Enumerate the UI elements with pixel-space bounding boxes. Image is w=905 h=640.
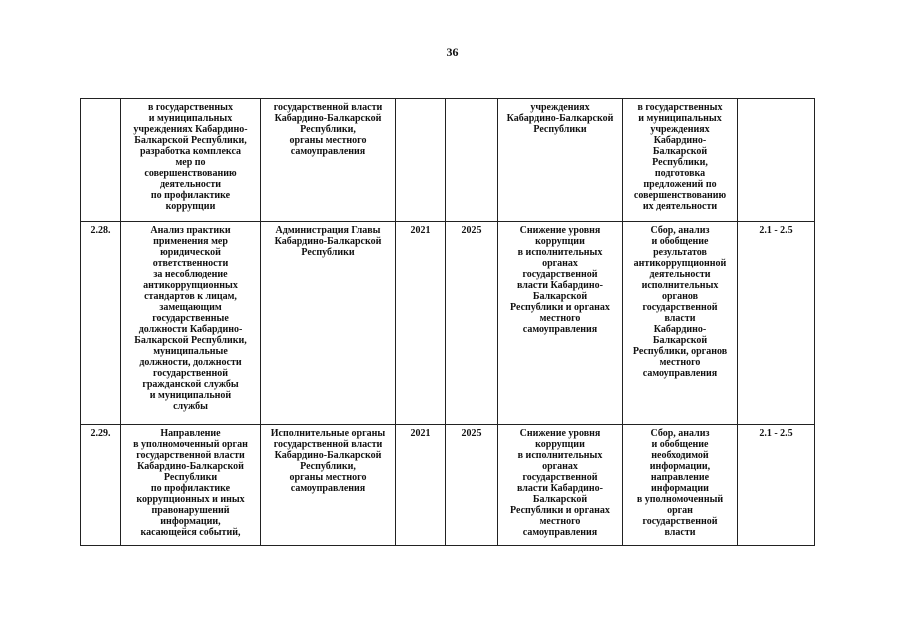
cell-number bbox=[81, 99, 121, 222]
cell-result: Снижение уровня коррупции в исполнительных органах государственной власти Кабардино- Балкарской Республики и органах местного самоуправления bbox=[498, 425, 623, 546]
cell-link bbox=[738, 99, 815, 222]
cell-link: 2.1 - 2.5 bbox=[738, 222, 815, 425]
cell-measure: Направление в уполномоченный орган государственной власти Кабардино-Балкарской Республики по профилактике коррупционных и иных правонарушений информации, касающейся событий, bbox=[121, 425, 261, 546]
cell-start-year bbox=[396, 99, 446, 222]
cell-end-year: 2025 bbox=[446, 222, 498, 425]
cell-number: 2.28. bbox=[81, 222, 121, 425]
cell-control: Сбор, анализ и обобщение результатов антикоррупционной деятельности исполнительных органов государственной власти Кабардино- Балкарской Республики, органов местного самоуправления bbox=[623, 222, 738, 425]
cell-result: учреждениях Кабардино-Балкарской Республики bbox=[498, 99, 623, 222]
cell-measure: Анализ практики применения мер юридической ответственности за несоблюдение антикоррупционных стандартов к лицам, замещающим государственные должности Кабардино- Балкарской Республики, муниципальные должности, должности государственной гражданской службы и муниципальной службы bbox=[121, 222, 261, 425]
cell-link: 2.1 - 2.5 bbox=[738, 425, 815, 546]
cell-number: 2.29. bbox=[81, 425, 121, 546]
cell-executor: Исполнительные органы государственной власти Кабардино-Балкарской Республики, органы местного самоуправления bbox=[261, 425, 396, 546]
cell-control: в государственных и муниципальных учреждениях Кабардино- Балкарской Республики, подготовка предложений по совершенствованию их деятельности bbox=[623, 99, 738, 222]
cell-end-year bbox=[446, 99, 498, 222]
table-row bbox=[81, 222, 815, 425]
measures-table bbox=[80, 98, 815, 546]
cell-control: Сбор, анализ и обобщение необходимой информации, направление информации в уполномоченный орган государственной власти bbox=[623, 425, 738, 546]
cell-start-year: 2021 bbox=[396, 425, 446, 546]
cell-executor: Администрация Главы Кабардино-Балкарской Республики bbox=[261, 222, 396, 425]
cell-executor: государственной власти Кабардино-Балкарской Республики, органы местного самоуправления bbox=[261, 99, 396, 222]
page-number: 36 bbox=[446, 45, 459, 59]
cell-end-year: 2025 bbox=[446, 425, 498, 546]
table-row bbox=[81, 99, 815, 222]
cell-result: Снижение уровня коррупции в исполнительных органах государственной власти Кабардино- Балкарской Республики и органах местного самоуправления bbox=[498, 222, 623, 425]
cell-measure: в государственных и муниципальных учреждениях Кабардино- Балкарской Республики, разработка комплекса мер по совершенствованию деятельности по профилактике коррупции bbox=[121, 99, 261, 222]
cell-start-year: 2021 bbox=[396, 222, 446, 425]
table-row bbox=[81, 425, 815, 546]
